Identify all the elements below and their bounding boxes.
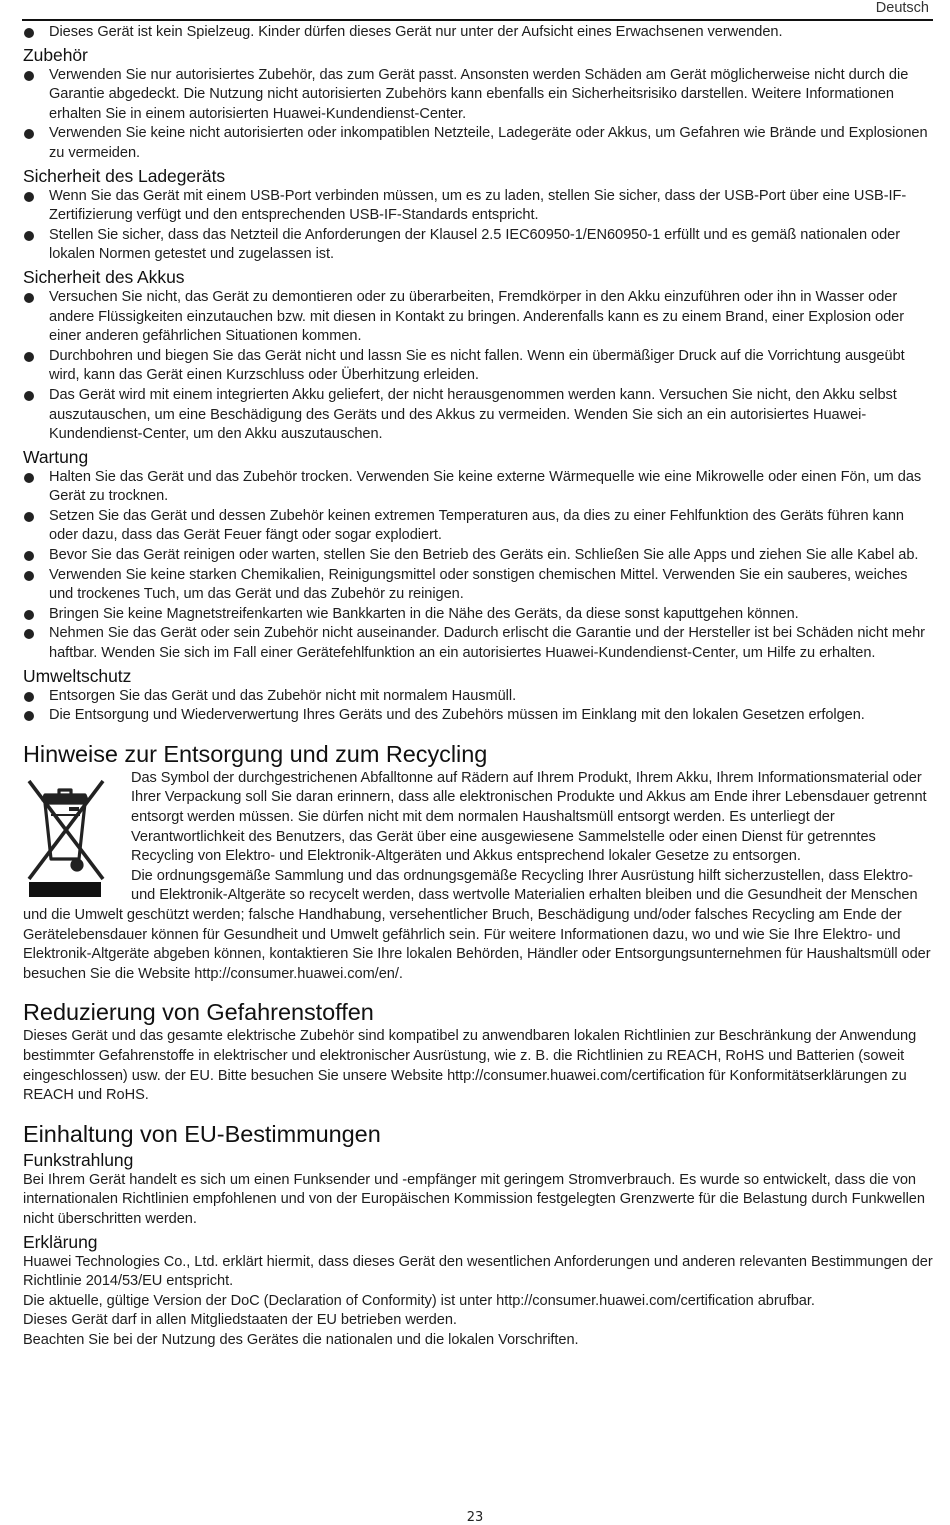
ladegeraet-list [23, 187, 933, 265]
heading-erklaerung: Erklärung [23, 1231, 98, 1252]
recycling-paragraph-2: Die ordnungsgemäße Sammlung und das ordnungsgemäße Recycling Ihrer Ausrüstung hilft sicherzustellen, dass Elektro- und Elektronik-Altgeräte so recycelt werden, dass wertvolle Materialien erhalten bleiben und die Gesundheit der Menschen und die Umwelt geschützt werden; falsche Handhabung, versehentlicher Bruch, Beschädigung und/oder falsches Recycling am Ende der Gerätelebensdauer können für Gesundheit und Umwelt gefährlich sein. Für weitere Informationen dazu, wo und wie Sie Ihre Elektro- und Elektronik-Altgeräte abgeben können, kontaktieren Sie Ihre lokalen Behörden, Händler oder Entsorgungsunternehmen für Haushaltsmüll oder besuchen Sie die Website http://consumer.huawei.com/en/. [23, 867, 931, 982]
erklaerung-line: Huawei Technologies Co., Ltd. erklärt hiermit, dass dieses Gerät den wesentlichen Anforderungen und anderen relevanten Bestimmungen der Richtlinie 2014/53/EU entspricht. [23, 1253, 933, 1290]
header-rule [22, 19, 933, 21]
list-item: Entsorgen Sie das Gerät und das Zubehör nicht mit normalem Hausmüll. [23, 687, 933, 707]
list-item: Setzen Sie das Gerät und dessen Zubehör keinen extremen Temperaturen aus, da dies zu einer Fehlfunktion des Geräts führen kann oder dazu, dass das Gerät Feuer fängt oder sogar explodiert. [23, 507, 933, 546]
list-item: Die Entsorgung und Wiederverwertung Ihres Geräts und des Zubehörs müssen im Einklang mit den lokalen Gesetzen erfolgen. [23, 706, 933, 726]
list-item: Das Gerät wird mit einem integrierten Akku geliefert, der nicht herausgenommen werden kann. Versuchen Sie nicht, den Akku selbst auszutauschen, um eine Beschädigung des Geräts und des Akkus zu vermeiden. Wenden Sie sich an ein autorisiertes Huawei-Kundendienst-Center, um den Akku auszutauschen. [23, 386, 933, 445]
akku-list [23, 288, 933, 445]
recycling-paragraph-1: Das Symbol der durchgestrichenen Abfalltonne auf Rädern auf Ihrem Produkt, Ihrem Akku, Ihrem Informationsmaterial oder Ihrer Verpackung soll Sie daran erinnern, dass alle elektronischen Produkte und Akkus am Ende ihrer Lebensdauer getrennt entsorgt werden müssen. Sie dürfen nicht mit dem normalen Haushaltsmüll entsorgt werden. Es unterliegt der Verantwortlichkeit des Benutzers, das Gerät über eine ausgewiesene Sammelstelle oder einen Dienst für getrenntes Recycling von Elektro- und Elektronik-Altgeräten und Akkus entsprechend lokaler Gesetze zu entsorgen. [131, 769, 927, 865]
erklaerung-line: Dieses Gerät darf in allen Mitgliedstaaten der EU betrieben werden. [23, 1312, 457, 1329]
crossed-out-wheelie-bin-icon [23, 769, 123, 897]
heading-eu-bestimmungen: Einhaltung von EU-Bestimmungen [23, 1120, 381, 1147]
erklaerung-line: Die aktuelle, gültige Version der DoC (Declaration of Conformity) ist unter http://consumer.huawei.com/certification abrufbar. [23, 1292, 815, 1309]
list-item: Verwenden Sie nur autorisiertes Zubehör, das zum Gerät passt. Ansonsten werden Schäden am Gerät möglicherweise nicht durch die Garantie abgedeckt. Die Nutzung nicht autorisierten Zubehörs kann ebenfalls ein Sicherheitsrisiko darstellen. Weitere Informationen erhalten Sie in einem autorisierten Huawei-Kundendienst-Center. [23, 66, 933, 125]
umwelt-list [23, 687, 933, 726]
heading-recycling: Hinweise zur Entsorgung und zum Recycling [23, 740, 488, 767]
heading-zubehoer: Zubehör [23, 44, 88, 65]
heading-akku: Sicherheit des Akkus [23, 266, 185, 287]
erklaerung-line: Beachten Sie bei der Nutzung des Gerätes die nationalen und die lokalen Vorschriften. [23, 1331, 579, 1348]
list-item: Nehmen Sie das Gerät oder sein Zubehör nicht auseinander. Dadurch erlischt die Garantie und der Hersteller ist bei Schäden nicht mehr haftbar. Wenden Sie sich im Fall einer Gerätefehlfunktion an ein autorisiertes Huawei-Kundendienst-Center, um Hilfe zu erhalten. [23, 624, 933, 663]
list-item: Stellen Sie sicher, dass das Netzteil die Anforderungen der Klausel 2.5 IEC60950-1/EN60950-1 erfüllt und es gemäß nationalen oder lokalen Normen getestet und zugelassen ist. [23, 226, 933, 265]
heading-umweltschutz: Umweltschutz [23, 665, 132, 686]
list-item: Bevor Sie das Gerät reinigen oder warten, stellen Sie den Betrieb des Geräts ein. Schließen Sie alle Apps und ziehen Sie alle Kabel ab. [23, 546, 933, 566]
list-item: Bringen Sie keine Magnetstreifenkarten wie Bankkarten in die Nähe des Geräts, da diese sonst kaputtgehen können. [23, 605, 933, 625]
list-item: Versuchen Sie nicht, das Gerät zu demontieren oder zu überarbeiten, Fremdkörper in den Akku einzuführen oder ihn in Wasser oder andere Flüssigkeiten einzutauchen bzw. mit diesen in Kontakt zu bringen. Anderenfalls kann es zu einem Brand, einer Explosion oder einer anderen gefährlichen Situationen kommen. [23, 288, 933, 347]
list-item: Dieses Gerät ist kein Spielzeug. Kinder dürfen dieses Gerät nur unter der Aufsicht eines Erwachsenen verwenden. [23, 23, 933, 43]
funkstrahlung-paragraph: Bei Ihrem Gerät handelt es sich um einen Funksender und -empfänger mit geringem Stromverbrauch. Es wurde so entwickelt, dass die von internationalen Richtlinien empfohlenen und von der Europäischen Kommission festgelegten Grenzwerte für die Belastung durch Funkwellen nicht überschritten werden. [23, 1171, 925, 1227]
top-bullet-list [23, 23, 933, 43]
gefahrenstoffe-paragraph: Dieses Gerät und das gesamte elektrische Zubehör sind kompatibel zu anwendbaren lokalen Richtlinien zur Beschränkung der Anwendung bestimmter Gefahrenstoffe in elektrischer und elektronischer Ausrüstung, wie z. B. die Richtlinien zu REACH, RoHS und Batterien (soweit eingeschlossen) usw. der EU. Bitte besuchen Sie unsere Website http://consumer.huawei.com/certification für Konformitätserklärungen zu REACH und RoHS. [23, 1028, 917, 1104]
header-language: Deutsch [875, 0, 929, 16]
list-item: Durchbohren und biegen Sie das Gerät nicht und lassn Sie es nicht fallen. Wenn ein übermäßiger Druck auf die Vorrichtung ausgeübt wird, kann das Gerät einen Kurzschluss oder Überhitzung erleiden. [23, 347, 933, 386]
heading-gefahrenstoffe: Reduzierung von Gefahrenstoffen [23, 999, 374, 1026]
list-item: Verwenden Sie keine starken Chemikalien, Reinigungsmittel oder sonstigen chemischen Mittel. Verwenden Sie ein sauberes, weiches und trockenes Tuch, um das Gerät und das Zubehör zu reinigen. [23, 566, 933, 605]
page-number: 23 [466, 1510, 484, 1525]
heading-wartung: Wartung [23, 446, 89, 467]
wartung-list [23, 468, 933, 664]
page-content [23, 23, 933, 1350]
heading-ladegeraet: Sicherheit des Ladegeräts [23, 165, 226, 186]
list-item: Halten Sie das Gerät und das Zubehör trocken. Verwenden Sie keine externe Wärmequelle wie eine Mikrowelle oder einen Fön, um das Gerät zu trocknen. [23, 468, 933, 507]
zubehoer-list [23, 66, 933, 164]
list-item: Wenn Sie das Gerät mit einem USB-Port verbinden müssen, um es zu laden, stellen Sie sicher, dass der USB-Port über eine USB-IF-Zertifizierung verfügt und den entsprechenden USB-IF-Standards entspricht. [23, 187, 933, 226]
weee-black-bar [29, 882, 101, 897]
recycling-block [23, 769, 933, 985]
heading-funkstrahlung: Funkstrahlung [23, 1149, 134, 1170]
list-item: Verwenden Sie keine nicht autorisierten oder inkompatiblen Netzteile, Ladegeräte oder Akkus, um Gefahren wie Brände und Explosionen zu vermeiden. [23, 124, 933, 163]
